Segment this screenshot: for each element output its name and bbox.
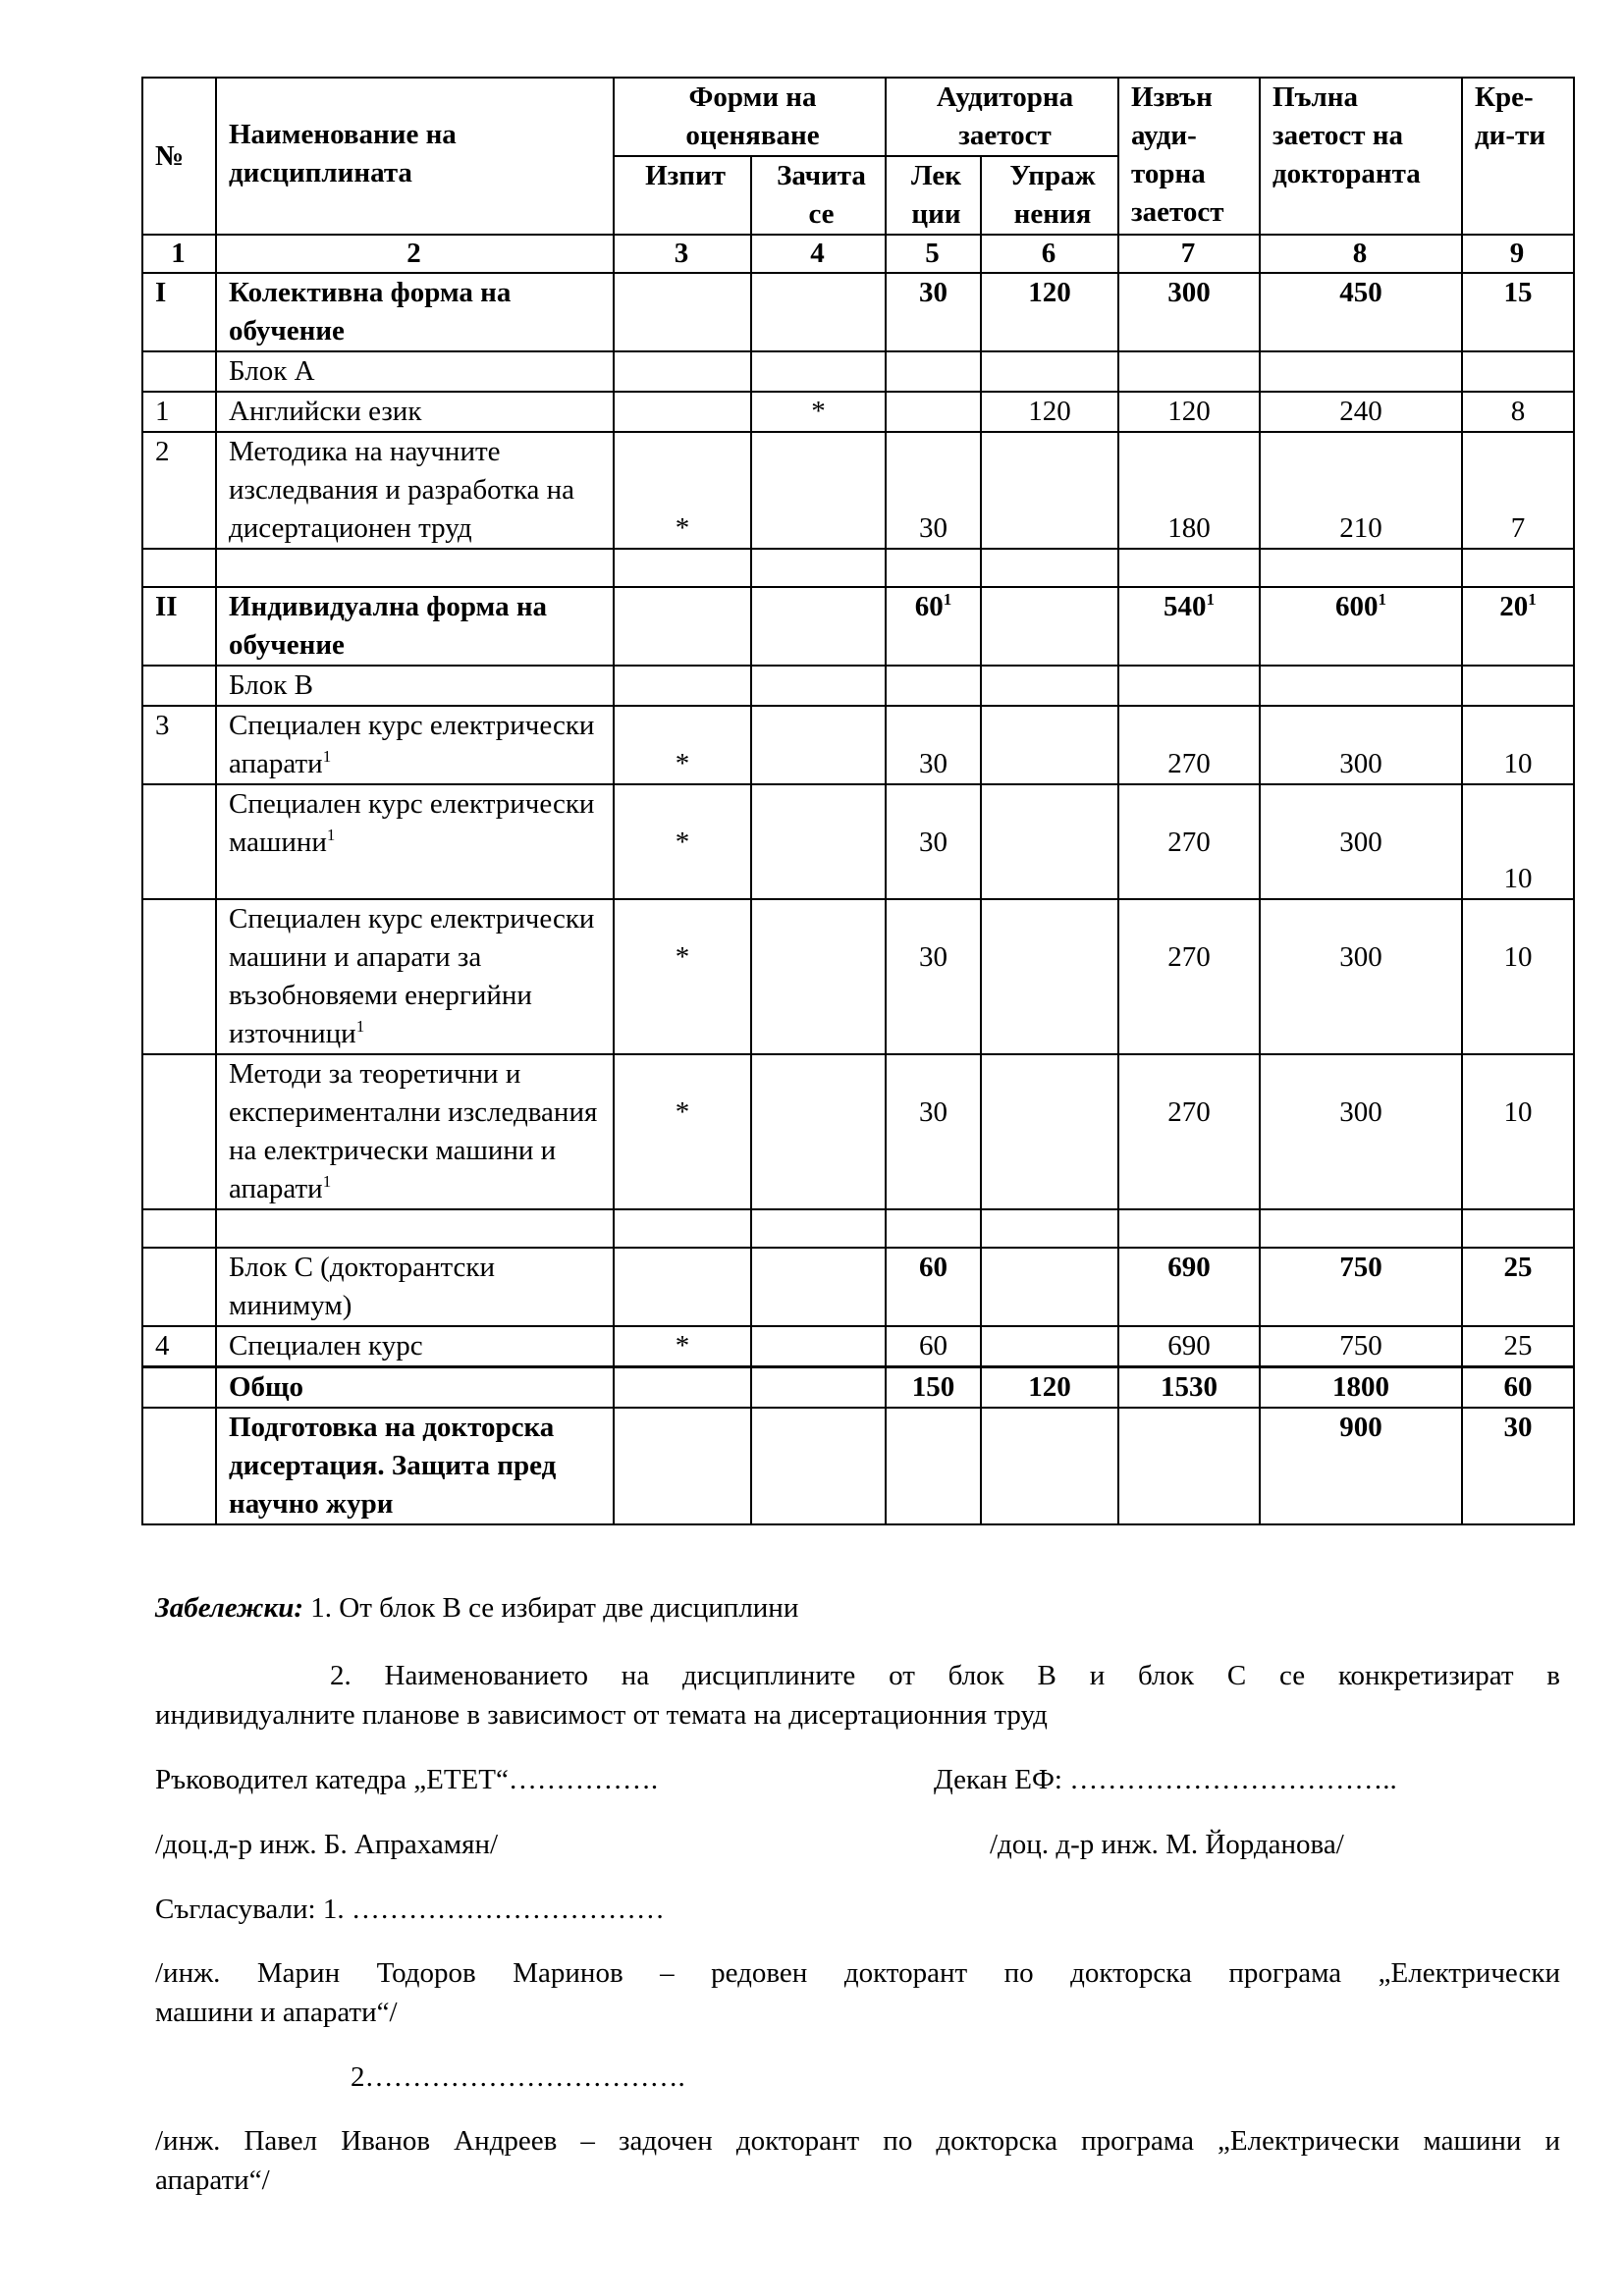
total-label: Общо (216, 1367, 614, 1409)
credits-cell: 10 (1462, 899, 1574, 1054)
discipline-name: Методи за теоретични и експериментални изследвания на електрически машини и апарати$^1$ (216, 1054, 614, 1209)
credits-cell: 10 (1462, 1054, 1574, 1209)
table-row (142, 666, 1574, 706)
extra-auditorium-cell: 270 (1118, 706, 1260, 784)
lectures-cell: 30 (886, 273, 981, 351)
header-auditorium: Аудиторна заетост (886, 78, 1118, 156)
row-number (142, 899, 216, 1054)
extra-auditorium-cell: 300 (1118, 273, 1260, 351)
agreed-2-signature: 2……………………………. (351, 2061, 685, 2093)
dean-signature: Декан ЕФ: …………………………….. (934, 1764, 1397, 1795)
empty-row (142, 549, 1574, 587)
exam-cell: * (614, 706, 751, 784)
row-number (142, 1248, 216, 1326)
full-load-cell: 750 (1260, 1248, 1462, 1326)
extra-auditorium-cell: 270 (1118, 899, 1260, 1054)
credits-cell: 25 (1462, 1248, 1574, 1326)
table-row (142, 1408, 1574, 1524)
table-row (142, 1054, 1574, 1209)
row-number (142, 351, 216, 392)
header-name: Наименование на дисциплината (216, 78, 614, 235)
col-number: 3 (614, 235, 751, 273)
col-number: 4 (751, 235, 886, 273)
table-row (142, 432, 1574, 549)
exercises-cell: 120 (981, 273, 1118, 351)
extra-auditorium-cell: $540^1$ (1118, 587, 1260, 666)
lectures-cell: 30 (886, 706, 981, 784)
head-of-department-name: /доц.д-р инж. Б. Апрахамян/ (155, 1829, 499, 1860)
exercises-cell (981, 432, 1118, 549)
header-assessment-forms: Форми на оценяване (614, 78, 886, 156)
discipline-name: Колективна форма на обучение (216, 273, 614, 351)
row-number: 4 (142, 1326, 216, 1367)
dean-name: /доц. д-р инж. М. Йорданова/ (990, 1829, 1344, 1860)
lectures-cell: 30 (886, 784, 981, 899)
credits-cell: 15 (1462, 273, 1574, 351)
exam-cell: * (614, 1054, 751, 1209)
full-load-cell: 900 (1260, 1408, 1462, 1524)
discipline-name: Специален курс електрически машини$^1$ (216, 784, 614, 899)
table-row (142, 392, 1574, 432)
agreed-1-line-2: машини и апарати“/ (155, 1997, 398, 2028)
exercises-cell: 120 (981, 392, 1118, 432)
table-row (142, 273, 1574, 351)
lectures-cell: 150 (886, 1367, 981, 1409)
full-load-cell: 1800 (1260, 1367, 1462, 1409)
discipline-name: Специален курс (216, 1326, 614, 1367)
row-number: 3 (142, 706, 216, 784)
block-label: Блок С (докторантски минимум) (216, 1248, 614, 1326)
head-of-department-signature: Ръководител катедра „ЕТЕТ“……………. (155, 1764, 659, 1795)
header-credits: Кре-ди-ти (1462, 78, 1574, 235)
discipline-name: Английски език (216, 392, 614, 432)
header-no: № (142, 78, 216, 235)
extra-auditorium-cell: 690 (1118, 1248, 1260, 1326)
lectures-cell (886, 392, 981, 432)
curriculum-table (141, 77, 1575, 1525)
extra-auditorium-cell: 270 (1118, 1054, 1260, 1209)
credits-cell: 25 (1462, 1326, 1574, 1367)
lectures-cell: 60 (886, 1248, 981, 1326)
exercises-cell (981, 1326, 1118, 1367)
discipline-name: Индивидуална форма на обучение (216, 587, 614, 666)
header-exercises: Упраж нения (981, 156, 1118, 235)
discipline-name: Специален курс електрически машини и апарати за възобновяеми енергийни източници$^1$ (216, 899, 614, 1054)
row-number: II (142, 587, 216, 666)
row-number (142, 1408, 216, 1524)
extra-auditorium-cell: 120 (1118, 392, 1260, 432)
agreed-2-line-1: /инж. Павел Иванов Андреев – задочен докторант по докторска програма „Електрически машини и (155, 2125, 1560, 2157)
block-label: Блок В (216, 666, 614, 706)
total-row (142, 1367, 1574, 1409)
credit-test-cell (751, 899, 886, 1054)
col-number: 1 (142, 235, 216, 273)
row-number (142, 1367, 216, 1409)
lectures-cell: 30 (886, 432, 981, 549)
column-numbers-row (142, 235, 1574, 273)
discipline-name: Методика на научните изследвания и разработка на дисертационен труд (216, 432, 614, 549)
credits-cell: $20^1$ (1462, 587, 1574, 666)
exercises-cell (981, 784, 1118, 899)
table-row (142, 1326, 1574, 1367)
credit-test-cell (751, 1054, 886, 1209)
full-load-cell: $600^1$ (1260, 587, 1462, 666)
full-load-cell: 240 (1260, 392, 1462, 432)
row-number: 1 (142, 392, 216, 432)
credits-cell: 8 (1462, 392, 1574, 432)
table-row (142, 706, 1574, 784)
discipline-name: Подготовка на докторска дисертация. Защита пред научно жури (216, 1408, 614, 1524)
header-exam: Изпит (614, 156, 751, 235)
agreed-1-line-1: /инж. Марин Тодоров Маринов – редовен докторант по докторска програма „Електрически (155, 1957, 1560, 1989)
note-1-text: 1. От блок В се избират две дисциплини (310, 1592, 799, 1624)
notes-label: Забележки: (155, 1592, 304, 1624)
exercises-cell: 120 (981, 1367, 1118, 1409)
exercises-cell (981, 706, 1118, 784)
credits-cell: 30 (1462, 1408, 1574, 1524)
note-1 (155, 1588, 798, 1628)
header-extra-auditorium: Извън ауди-торна заетост (1118, 78, 1260, 235)
full-load-cell: 300 (1260, 1054, 1462, 1209)
col-number: 9 (1462, 235, 1574, 273)
exam-cell: * (614, 1326, 751, 1367)
full-load-cell: 450 (1260, 273, 1462, 351)
block-label: Блок А (216, 351, 614, 392)
exercises-cell (981, 899, 1118, 1054)
agreed-2-line-2: апарати“/ (155, 2164, 270, 2196)
exam-cell: * (614, 899, 751, 1054)
col-number: 5 (886, 235, 981, 273)
header-lectures: Лек ции (886, 156, 981, 235)
row-number (142, 666, 216, 706)
full-load-cell: 300 (1260, 899, 1462, 1054)
exam-cell (614, 273, 751, 351)
table-row (142, 784, 1574, 899)
table-row (142, 1248, 1574, 1326)
extra-auditorium-cell: 180 (1118, 432, 1260, 549)
credit-test-cell (751, 784, 886, 899)
exercises-cell (981, 1054, 1118, 1209)
credit-test-cell (751, 1326, 886, 1367)
extra-auditorium-cell: 270 (1118, 784, 1260, 899)
agreed-line: Съгласували: 1. …………………………… (155, 1894, 665, 1925)
credits-cell: 7 (1462, 432, 1574, 549)
full-load-cell: 750 (1260, 1326, 1462, 1367)
empty-row (142, 1209, 1574, 1248)
lectures-cell: 30 (886, 899, 981, 1054)
exam-cell: * (614, 432, 751, 549)
full-load-cell: 300 (1260, 706, 1462, 784)
table-row (142, 351, 1574, 392)
col-number: 7 (1118, 235, 1260, 273)
header-full-load: Пълна заетост на докторанта (1260, 78, 1462, 235)
col-number: 6 (981, 235, 1118, 273)
lectures-cell: $60^1$ (886, 587, 981, 666)
row-number: I (142, 273, 216, 351)
note-2-line-1: 2. Наименованието на дисциплините от блок В и блок С се конкретизират в (330, 1660, 1560, 1691)
table-row (142, 587, 1574, 666)
credits-cell: 60 (1462, 1367, 1574, 1409)
row-number (142, 1054, 216, 1209)
lectures-cell: 30 (886, 1054, 981, 1209)
header-credit-test: Зачита се (751, 156, 886, 235)
lectures-cell: 60 (886, 1326, 981, 1367)
full-load-cell: 300 (1260, 784, 1462, 899)
extra-auditorium-cell: 1530 (1118, 1367, 1260, 1409)
discipline-name: Специален курс електрически апарати$^1$ (216, 706, 614, 784)
credit-test-cell (751, 432, 886, 549)
row-number (142, 784, 216, 899)
credits-cell: 10 (1462, 784, 1574, 899)
col-number: 2 (216, 235, 614, 273)
credit-test-cell (751, 273, 886, 351)
credits-cell: 10 (1462, 706, 1574, 784)
row-number: 2 (142, 432, 216, 549)
credit-test-cell (751, 706, 886, 784)
col-number: 8 (1260, 235, 1462, 273)
extra-auditorium-cell: 690 (1118, 1326, 1260, 1367)
note-2-line-2: индивидуалните планове в зависимост от темата на дисертационния труд (155, 1699, 1048, 1731)
credit-test-cell: * (751, 392, 886, 432)
full-load-cell: 210 (1260, 432, 1462, 549)
exam-cell: * (614, 784, 751, 899)
table-row (142, 899, 1574, 1054)
exam-cell (614, 392, 751, 432)
